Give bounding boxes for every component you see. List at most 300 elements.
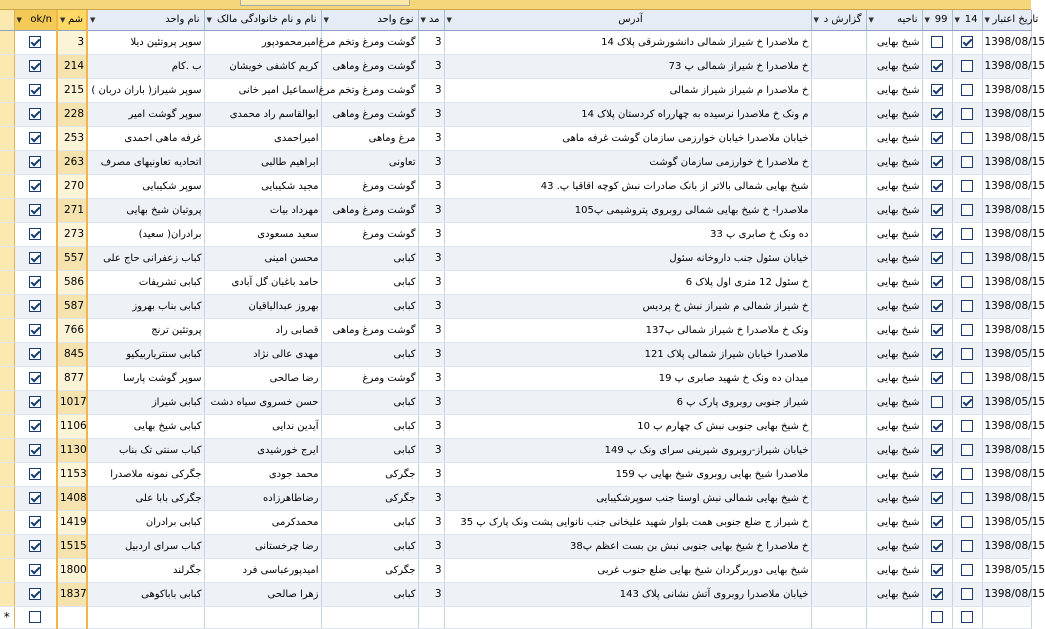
c14-checkbox[interactable] <box>961 324 973 336</box>
c99-checkbox[interactable] <box>931 540 943 552</box>
owner-cell[interactable]: آیدین ندایی <box>204 414 321 438</box>
row-selector[interactable] <box>0 126 14 150</box>
table-row[interactable] <box>0 54 1031 78</box>
okn-cell[interactable] <box>14 270 57 294</box>
sort-arrow-icon[interactable]: ▼ <box>60 16 66 24</box>
unit-name-cell[interactable]: ب .کام <box>87 54 204 78</box>
c99-cell[interactable] <box>922 318 952 342</box>
c14-checkbox[interactable] <box>961 204 973 216</box>
empty-checkbox[interactable] <box>961 611 973 623</box>
shom-cell[interactable]: 263 <box>57 150 87 174</box>
mod-cell[interactable]: 3 <box>418 510 444 534</box>
table-row[interactable] <box>0 366 1031 390</box>
c99-cell[interactable] <box>922 438 952 462</box>
okn-cell[interactable] <box>14 390 57 414</box>
c99-cell[interactable] <box>922 198 952 222</box>
c99-cell[interactable] <box>922 126 952 150</box>
c99-checkbox[interactable] <box>931 444 943 456</box>
c99-cell[interactable] <box>922 222 952 246</box>
c14-cell[interactable] <box>952 510 982 534</box>
address-cell[interactable]: ملاصدرا- خ شیخ بهایی شمالی روبروی پتروشیمی پ105 <box>444 198 811 222</box>
c99-checkbox[interactable] <box>931 468 943 480</box>
table-row[interactable] <box>0 150 1031 174</box>
okn-cell[interactable] <box>14 534 57 558</box>
c14-cell[interactable] <box>952 534 982 558</box>
owner-cell[interactable] <box>204 606 321 628</box>
address-cell[interactable]: ونک خ ملاصدرا خ شیراز شمالی پ137 <box>444 318 811 342</box>
c14-checkbox[interactable] <box>961 588 973 600</box>
row-selector[interactable] <box>0 390 14 414</box>
row-selector[interactable] <box>0 486 14 510</box>
c14-cell[interactable] <box>952 486 982 510</box>
unit-type-cell[interactable]: مرغ وماهی <box>321 126 418 150</box>
report-cell[interactable] <box>811 534 866 558</box>
c14-checkbox[interactable] <box>961 420 973 432</box>
okn-checkbox[interactable] <box>29 180 41 192</box>
okn-checkbox[interactable] <box>29 564 41 576</box>
c99-checkbox[interactable] <box>931 588 943 600</box>
address-cell[interactable]: خیابان شیراز-روبروی شیرینی سرای ونک پ 149 <box>444 438 811 462</box>
row-selector[interactable] <box>0 174 14 198</box>
unit-type-cell[interactable] <box>321 606 418 628</box>
date-cell[interactable]: 1398/08/15 <box>982 534 1031 558</box>
row-selector[interactable] <box>0 582 14 606</box>
c99-cell[interactable] <box>922 558 952 582</box>
row-selector[interactable] <box>0 270 14 294</box>
shom-cell[interactable]: 270 <box>57 174 87 198</box>
c99-checkbox[interactable] <box>931 564 943 576</box>
table-row[interactable] <box>0 30 1031 54</box>
c14-checkbox[interactable] <box>961 108 973 120</box>
district-cell[interactable]: شیخ بهایی <box>866 366 922 390</box>
district-cell[interactable]: شیخ بهایی <box>866 174 922 198</box>
report-cell[interactable] <box>811 318 866 342</box>
date-cell[interactable]: 1398/08/15 <box>982 438 1031 462</box>
address-cell[interactable]: خیابان ملاصدرا خیابان خوارزمی سازمان گوشت غرفه ماهی <box>444 126 811 150</box>
row-selector[interactable] <box>0 54 14 78</box>
c14-cell[interactable] <box>952 390 982 414</box>
c14-checkbox[interactable] <box>961 228 973 240</box>
c14-cell[interactable] <box>952 174 982 198</box>
c14-cell[interactable] <box>952 126 982 150</box>
c14-cell[interactable] <box>952 414 982 438</box>
c14-cell[interactable] <box>952 102 982 126</box>
date-cell[interactable]: 1398/05/15 <box>982 510 1031 534</box>
okn-checkbox[interactable] <box>29 396 41 408</box>
shom-cell[interactable]: 1800 <box>57 558 87 582</box>
c99-cell[interactable] <box>922 462 952 486</box>
okn-checkbox[interactable] <box>29 300 41 312</box>
report-cell[interactable] <box>811 414 866 438</box>
date-cell[interactable]: 1398/08/15 <box>982 294 1031 318</box>
mod-cell[interactable]: 3 <box>418 30 444 54</box>
address-cell[interactable]: شیراز جنوبی روبروی پارک پ 6 <box>444 390 811 414</box>
unit-name-cell[interactable]: کبابی تشریفات <box>87 270 204 294</box>
c99-checkbox[interactable] <box>931 324 943 336</box>
district-cell[interactable]: شیخ بهایی <box>866 582 922 606</box>
unit-name-cell[interactable]: کباب سنتی تک بناب <box>87 438 204 462</box>
c99-checkbox[interactable] <box>931 516 943 528</box>
owner-cell[interactable]: امیراحمدی <box>204 126 321 150</box>
okn-checkbox[interactable] <box>29 492 41 504</box>
table-row[interactable] <box>0 126 1031 150</box>
mod-cell[interactable]: 3 <box>418 534 444 558</box>
dropdown-arrow-icon[interactable]: ▼ <box>90 16 96 24</box>
c99-cell[interactable] <box>922 582 952 606</box>
owner-cell[interactable]: ابراهیم طالبی <box>204 150 321 174</box>
c99-checkbox[interactable] <box>931 156 943 168</box>
row-selector[interactable] <box>0 198 14 222</box>
unit-name-cell[interactable]: غرفه ماهی احمدی <box>87 126 204 150</box>
shom-cell[interactable]: 273 <box>57 222 87 246</box>
okn-cell[interactable] <box>14 414 57 438</box>
unit-name-cell[interactable]: برادران( سعید) <box>87 222 204 246</box>
okn-cell[interactable] <box>14 246 57 270</box>
c14-cell[interactable] <box>952 222 982 246</box>
c99-cell[interactable] <box>922 30 952 54</box>
row-selector[interactable] <box>0 414 14 438</box>
unit-type-cell[interactable]: کبابی <box>321 342 418 366</box>
district-cell[interactable]: شیخ بهایی <box>866 534 922 558</box>
column-header-unit-name[interactable] <box>87 10 204 30</box>
okn-checkbox[interactable] <box>29 252 41 264</box>
unit-type-cell[interactable]: کبابی <box>321 414 418 438</box>
c14-checkbox[interactable] <box>961 540 973 552</box>
dropdown-arrow-icon[interactable]: ▼ <box>954 16 960 24</box>
c14-cell[interactable] <box>952 246 982 270</box>
district-cell[interactable]: شیخ بهایی <box>866 294 922 318</box>
row-selector[interactable] <box>0 558 14 582</box>
district-cell[interactable]: شیخ بهایی <box>866 126 922 150</box>
c99-cell[interactable] <box>922 174 952 198</box>
mod-cell[interactable]: 3 <box>418 102 444 126</box>
address-cell[interactable]: شیخ بهایی دوربرگردان شیخ بهایی ضلع جنوب غربی <box>444 558 811 582</box>
mod-cell[interactable]: 3 <box>418 438 444 462</box>
address-cell[interactable]: ملاصدرا شیخ بهایی روبروی شیخ بهایی پ 159 <box>444 462 811 486</box>
okn-checkbox[interactable] <box>29 84 41 96</box>
table-row[interactable] <box>0 558 1031 582</box>
report-cell[interactable] <box>811 102 866 126</box>
date-cell[interactable]: 1398/08/15 <box>982 318 1031 342</box>
unit-type-cell[interactable]: گوشت ومرغ وماهی <box>321 54 418 78</box>
c99-checkbox[interactable] <box>931 108 943 120</box>
okn-checkbox[interactable] <box>29 228 41 240</box>
okn-cell[interactable] <box>14 294 57 318</box>
c99-cell[interactable] <box>922 78 952 102</box>
owner-cell[interactable]: محسن امینی <box>204 246 321 270</box>
okn-cell[interactable] <box>14 462 57 486</box>
district-cell[interactable]: شیخ بهایی <box>866 246 922 270</box>
c99-checkbox[interactable] <box>931 228 943 240</box>
c14-cell[interactable] <box>952 270 982 294</box>
mod-cell[interactable]: 3 <box>418 294 444 318</box>
district-cell[interactable]: شیخ بهایی <box>866 222 922 246</box>
district-cell[interactable]: شیخ بهایی <box>866 342 922 366</box>
c99-cell[interactable] <box>922 510 952 534</box>
c14-checkbox[interactable] <box>961 180 973 192</box>
c99-checkbox[interactable] <box>931 420 943 432</box>
c99-checkbox[interactable] <box>931 60 943 72</box>
dropdown-arrow-icon[interactable]: ▼ <box>206 16 212 24</box>
report-cell[interactable] <box>811 126 866 150</box>
unit-name-cell[interactable]: سوپر شکیبایی <box>87 174 204 198</box>
okn-checkbox[interactable] <box>29 420 41 432</box>
owner-cell[interactable]: رضاطاهرزاده <box>204 486 321 510</box>
date-cell[interactable] <box>982 606 1031 628</box>
shom-cell[interactable]: 271 <box>57 198 87 222</box>
okn-cell[interactable] <box>14 150 57 174</box>
shom-cell[interactable]: 215 <box>57 78 87 102</box>
c14-cell[interactable] <box>952 198 982 222</box>
okn-cell[interactable] <box>14 486 57 510</box>
unit-name-cell[interactable]: سوپر شیراز( باران دربان ) <box>87 78 204 102</box>
table-row[interactable] <box>0 174 1031 198</box>
okn-cell[interactable] <box>14 174 57 198</box>
mod-cell[interactable]: 3 <box>418 150 444 174</box>
district-cell[interactable]: شیخ بهایی <box>866 462 922 486</box>
mod-cell[interactable]: 3 <box>418 198 444 222</box>
mod-cell[interactable]: 3 <box>418 174 444 198</box>
shom-cell[interactable]: 1419 <box>57 510 87 534</box>
address-cell[interactable]: خ ملاصدرا خ شیراز شمالی دانشورشرقی پلاک 14 <box>444 30 811 54</box>
unit-name-cell[interactable]: سوپر پروتئین دیلا <box>87 30 204 54</box>
unit-name-cell[interactable]: کباب زعفرانی حاج علی <box>87 246 204 270</box>
owner-cell[interactable]: مهدی عالی نژاد <box>204 342 321 366</box>
okn-cell[interactable] <box>14 366 57 390</box>
c14-checkbox[interactable] <box>961 156 973 168</box>
mod-cell[interactable] <box>418 606 444 628</box>
c99-checkbox[interactable] <box>931 180 943 192</box>
unit-name-cell[interactable]: جگرلند <box>87 558 204 582</box>
okn-checkbox[interactable] <box>29 348 41 360</box>
c14-checkbox[interactable] <box>961 36 973 48</box>
date-cell[interactable]: 1398/08/15 <box>982 150 1031 174</box>
report-cell[interactable] <box>811 174 866 198</box>
shom-cell[interactable]: 587 <box>57 294 87 318</box>
empty-checkbox[interactable] <box>931 611 943 623</box>
report-cell[interactable] <box>811 486 866 510</box>
address-cell[interactable]: خیابان سئول جنب داروخانه سئول <box>444 246 811 270</box>
shom-cell[interactable]: 1017 <box>57 390 87 414</box>
table-row[interactable] <box>0 198 1031 222</box>
unit-type-cell[interactable]: گوشت ومرغ <box>321 366 418 390</box>
address-cell[interactable]: خ ملاصدرا خ خوارزمی سازمان گوشت <box>444 150 811 174</box>
okn-cell[interactable] <box>14 102 57 126</box>
c99-cell[interactable] <box>922 342 952 366</box>
shom-cell[interactable]: 1408 <box>57 486 87 510</box>
c14-checkbox[interactable] <box>961 252 973 264</box>
okn-checkbox[interactable] <box>29 36 41 48</box>
row-selector[interactable] <box>0 462 14 486</box>
unit-type-cell[interactable]: گوشت ومرغ <box>321 174 418 198</box>
okn-checkbox[interactable] <box>29 444 41 456</box>
unit-type-cell[interactable]: جگرکی <box>321 558 418 582</box>
address-cell[interactable]: م ونک خ ملاصدرا نرسیده به چهارراه کردستان پلاک 14 <box>444 102 811 126</box>
mod-cell[interactable]: 3 <box>418 54 444 78</box>
unit-type-cell[interactable]: کبابی <box>321 246 418 270</box>
mod-cell[interactable]: 3 <box>418 558 444 582</box>
c99-cell[interactable] <box>922 150 952 174</box>
unit-name-cell[interactable]: کباب سرای اردبیل <box>87 534 204 558</box>
unit-type-cell[interactable]: کبابی <box>321 294 418 318</box>
c99-cell[interactable] <box>922 534 952 558</box>
shom-cell[interactable]: 1106 <box>57 414 87 438</box>
select-all-cell[interactable] <box>0 10 14 30</box>
shom-cell[interactable]: 845 <box>57 342 87 366</box>
okn-checkbox[interactable] <box>29 540 41 552</box>
unit-name-cell[interactable]: کبابی شیخ بهایی <box>87 414 204 438</box>
new-record-row[interactable] <box>0 606 1031 628</box>
okn-checkbox[interactable] <box>29 468 41 480</box>
c14-cell[interactable] <box>952 366 982 390</box>
shom-cell[interactable]: 877 <box>57 366 87 390</box>
owner-cell[interactable]: ابوالقاسم راد محمدی <box>204 102 321 126</box>
c99-checkbox[interactable] <box>931 132 943 144</box>
district-cell[interactable]: شیخ بهایی <box>866 510 922 534</box>
c14-cell[interactable] <box>952 462 982 486</box>
table-row[interactable] <box>0 294 1031 318</box>
report-cell[interactable] <box>811 198 866 222</box>
unit-name-cell[interactable] <box>87 606 204 628</box>
c99-checkbox[interactable] <box>931 300 943 312</box>
row-selector[interactable] <box>0 78 14 102</box>
c99-cell[interactable] <box>922 486 952 510</box>
district-cell[interactable] <box>866 606 922 628</box>
owner-cell[interactable]: امیدپورعباسی فرد <box>204 558 321 582</box>
row-selector[interactable] <box>0 510 14 534</box>
report-cell[interactable] <box>811 294 866 318</box>
address-cell[interactable]: خ شیراز ج ضلع جنوبی همت بلوار شهید علیخانی جنب نانوایی پشت ونک پارک پ 35 <box>444 510 811 534</box>
address-cell[interactable]: خیابان ملاصدرا روبروی آتش نشانی پلاک 143 <box>444 582 811 606</box>
unit-type-cell[interactable]: گوشت ومرغ <box>321 222 418 246</box>
table-row[interactable] <box>0 534 1031 558</box>
owner-cell[interactable]: حسن خسروی سیاه دشت <box>204 390 321 414</box>
address-cell[interactable]: میدان ده ونک خ شهید صابری پ 19 <box>444 366 811 390</box>
owner-cell[interactable]: اسماعیل امیر خانی <box>204 78 321 102</box>
c14-cell[interactable] <box>952 438 982 462</box>
report-cell[interactable] <box>811 366 866 390</box>
table-row[interactable] <box>0 318 1031 342</box>
okn-cell[interactable] <box>14 30 57 54</box>
date-cell[interactable]: 1398/08/15 <box>982 582 1031 606</box>
okn-cell[interactable] <box>14 342 57 366</box>
shom-cell[interactable]: 766 <box>57 318 87 342</box>
unit-name-cell[interactable]: کبابی شیراز <box>87 390 204 414</box>
mod-cell[interactable]: 3 <box>418 270 444 294</box>
c14-checkbox[interactable] <box>961 396 973 408</box>
row-selector[interactable] <box>0 102 14 126</box>
unit-name-cell[interactable]: پروتیان شیخ بهایی <box>87 198 204 222</box>
district-cell[interactable]: شیخ بهایی <box>866 390 922 414</box>
sort-arrow-icon[interactable]: ▼ <box>984 16 990 24</box>
date-cell[interactable]: 1398/08/15 <box>982 102 1031 126</box>
owner-cell[interactable]: رضا صالحی <box>204 366 321 390</box>
table-row[interactable] <box>0 462 1031 486</box>
district-cell[interactable]: شیخ بهایی <box>866 438 922 462</box>
c14-checkbox[interactable] <box>961 564 973 576</box>
c14-cell[interactable] <box>952 78 982 102</box>
unit-type-cell[interactable]: تعاونی <box>321 150 418 174</box>
table-row[interactable] <box>0 78 1031 102</box>
owner-cell[interactable]: سعید مسعودی <box>204 222 321 246</box>
unit-type-cell[interactable]: جگرکی <box>321 486 418 510</box>
report-cell[interactable] <box>811 462 866 486</box>
table-row[interactable] <box>0 486 1031 510</box>
column-header-date[interactable] <box>982 10 1039 30</box>
mod-cell[interactable]: 3 <box>418 414 444 438</box>
c99-checkbox[interactable] <box>931 36 943 48</box>
row-selector[interactable] <box>0 366 14 390</box>
report-cell[interactable] <box>811 558 866 582</box>
c99-cell[interactable] <box>922 606 952 628</box>
c99-cell[interactable] <box>922 102 952 126</box>
district-cell[interactable]: شیخ بهایی <box>866 30 922 54</box>
mod-cell[interactable]: 3 <box>418 78 444 102</box>
date-cell[interactable]: 1398/08/15 <box>982 30 1031 54</box>
owner-cell[interactable]: زهرا صالحی <box>204 582 321 606</box>
table-row[interactable] <box>0 102 1031 126</box>
date-cell[interactable]: 1398/08/15 <box>982 78 1031 102</box>
c14-cell[interactable] <box>952 582 982 606</box>
table-row[interactable] <box>0 414 1031 438</box>
table-row[interactable] <box>0 270 1031 294</box>
mod-cell[interactable]: 3 <box>418 222 444 246</box>
report-cell[interactable] <box>811 30 866 54</box>
report-cell[interactable] <box>811 390 866 414</box>
date-cell[interactable]: 1398/05/15 <box>982 558 1031 582</box>
date-cell[interactable]: 1398/08/15 <box>982 270 1031 294</box>
c99-cell[interactable] <box>922 414 952 438</box>
district-cell[interactable]: شیخ بهایی <box>866 150 922 174</box>
column-header-99[interactable] <box>922 10 952 30</box>
mod-cell[interactable]: 3 <box>418 582 444 606</box>
c14-cell[interactable] <box>952 294 982 318</box>
empty-checkbox[interactable] <box>29 611 41 623</box>
unit-type-cell[interactable]: کبابی <box>321 438 418 462</box>
date-cell[interactable]: 1398/08/15 <box>982 486 1031 510</box>
unit-name-cell[interactable]: پروتئین ترنج <box>87 318 204 342</box>
okn-checkbox[interactable] <box>29 516 41 528</box>
report-cell[interactable] <box>811 510 866 534</box>
okn-cell[interactable] <box>14 558 57 582</box>
unit-name-cell[interactable]: کبابی سنتریاربیکیو <box>87 342 204 366</box>
unit-type-cell[interactable]: گوشت ومرغ وماهی <box>321 102 418 126</box>
c14-checkbox[interactable] <box>961 132 973 144</box>
address-cell[interactable]: ملاصدرا خیابان شیراز شمالی پلاک 121 <box>444 342 811 366</box>
dropdown-arrow-icon[interactable]: ▼ <box>446 16 452 24</box>
column-header-shom[interactable] <box>57 10 87 30</box>
row-selector[interactable] <box>0 438 14 462</box>
c99-cell[interactable] <box>922 270 952 294</box>
mod-cell[interactable]: 3 <box>418 486 444 510</box>
okn-cell[interactable] <box>14 222 57 246</box>
column-header-mod[interactable] <box>418 10 444 30</box>
row-selector[interactable] <box>0 294 14 318</box>
district-cell[interactable]: شیخ بهایی <box>866 198 922 222</box>
shom-cell[interactable]: 253 <box>57 126 87 150</box>
c14-checkbox[interactable] <box>961 492 973 504</box>
unit-name-cell[interactable]: جگرکی بابا علی <box>87 486 204 510</box>
unit-name-cell[interactable]: جگرکی نمونه ملاصدرا <box>87 462 204 486</box>
unit-name-cell[interactable]: اتحادیه تعاونیهای مصرف <box>87 150 204 174</box>
row-selector[interactable] <box>0 150 14 174</box>
mod-cell[interactable]: 3 <box>418 318 444 342</box>
date-cell[interactable]: 1398/05/15 <box>982 390 1031 414</box>
c14-checkbox[interactable] <box>961 372 973 384</box>
date-cell[interactable]: 1398/08/15 <box>982 462 1031 486</box>
c99-cell[interactable] <box>922 246 952 270</box>
column-header-14[interactable] <box>952 10 982 30</box>
